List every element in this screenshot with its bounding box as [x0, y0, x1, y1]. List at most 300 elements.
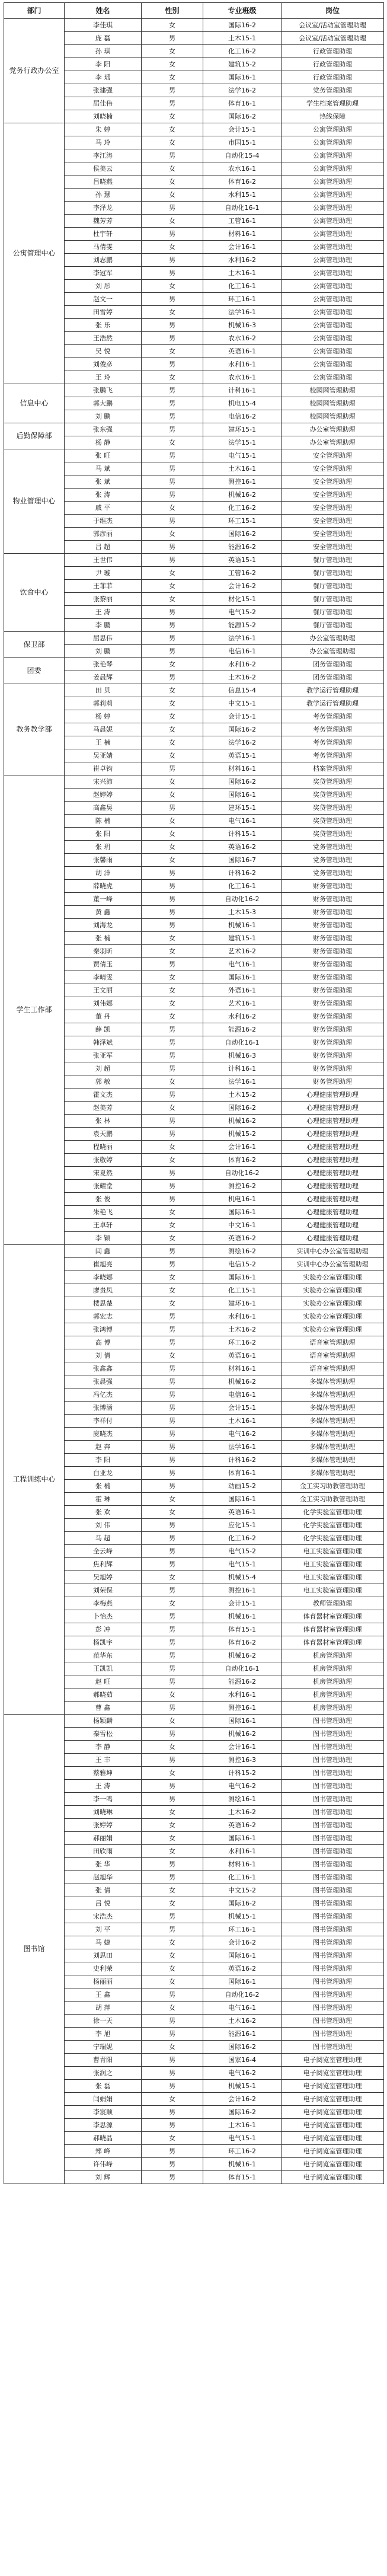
- gender-cell: 女: [142, 749, 203, 762]
- post-cell: 公寓管理助理: [282, 306, 384, 319]
- post-cell: 图书管理助理: [282, 1897, 384, 1910]
- name-cell: 王 丰: [65, 1754, 142, 1767]
- name-cell: 刘 倩: [65, 1349, 142, 1362]
- gender-cell: 女: [142, 1102, 203, 1115]
- gender-cell: 女: [142, 502, 203, 515]
- name-cell: 霍 琳: [65, 1493, 142, 1506]
- post-cell: 党务管理助理: [282, 867, 384, 880]
- gender-cell: 女: [142, 1936, 203, 1949]
- post-cell: 公寓管理助理: [282, 136, 384, 149]
- post-cell: 安全管理助理: [282, 528, 384, 541]
- gender-cell: 男: [142, 254, 203, 267]
- name-cell: 郭彦丽: [65, 528, 142, 541]
- class-cell: 建环15-1: [203, 802, 282, 815]
- class-cell: 会计16-1: [203, 1141, 282, 1154]
- post-cell: 档案管理助理: [282, 762, 384, 775]
- class-cell: 建环15-1: [203, 423, 282, 436]
- class-cell: 计科16-1: [203, 1062, 282, 1075]
- post-cell: 安全管理助理: [282, 489, 384, 502]
- gender-cell: 男: [142, 2145, 203, 2158]
- post-cell: 考务管理助理: [282, 723, 384, 736]
- name-cell: 王 涛: [65, 1780, 142, 1793]
- name-cell: 王浩然: [65, 332, 142, 345]
- name-cell: 胡 洋: [65, 867, 142, 880]
- post-cell: 机房管理助理: [282, 1675, 384, 1688]
- gender-cell: 男: [142, 906, 203, 919]
- class-cell: 土木16-1: [203, 267, 282, 280]
- class-cell: 艺术16-1: [203, 997, 282, 1010]
- name-cell: 侯美云: [65, 162, 142, 175]
- name-cell: 马 斌: [65, 462, 142, 475]
- post-cell: 图书管理助理: [282, 1858, 384, 1871]
- post-cell: 电子阅览室管理助理: [282, 2132, 384, 2145]
- class-cell: 会计16-2: [203, 580, 282, 593]
- post-cell: 图书管理助理: [282, 1819, 384, 1832]
- gender-cell: 男: [142, 1388, 203, 1402]
- gender-cell: 男: [142, 202, 203, 215]
- post-cell: 图书管理助理: [282, 1793, 384, 1806]
- name-cell: 吴 悦: [65, 345, 142, 358]
- post-cell: 电子阅览室管理助理: [282, 2080, 384, 2093]
- gender-cell: 男: [142, 802, 203, 815]
- name-cell: 张 俊: [65, 1193, 142, 1206]
- class-cell: 国际16-2: [203, 775, 282, 789]
- post-cell: 餐厅管理助理: [282, 606, 384, 619]
- post-cell: 图书管理助理: [282, 1936, 384, 1949]
- gender-cell: 男: [142, 423, 203, 436]
- class-cell: 农水16-2: [203, 332, 282, 345]
- post-cell: 电子阅览室管理助理: [282, 2067, 384, 2080]
- name-cell: 赵 奔: [65, 1441, 142, 1454]
- name-cell: 张 斌: [65, 475, 142, 489]
- gender-cell: 男: [142, 1584, 203, 1597]
- name-cell: 曹青阳: [65, 2054, 142, 2067]
- gender-cell: 男: [142, 1336, 203, 1349]
- gender-cell: 男: [142, 2067, 203, 2080]
- name-cell: 崔旭亮: [65, 1258, 142, 1271]
- class-cell: 计科16-2: [203, 1454, 282, 1467]
- post-cell: 会议室/活动室管理助理: [282, 19, 384, 32]
- class-cell: 国际16-2: [203, 1897, 282, 1910]
- department-cell: 图书馆: [4, 1715, 65, 2184]
- post-cell: 心理健康管理助理: [282, 1193, 384, 1206]
- header-cell: 性别: [142, 3, 203, 19]
- name-cell: 张敬婷: [65, 1154, 142, 1167]
- gender-cell: 男: [142, 384, 203, 397]
- gender-cell: 女: [142, 789, 203, 802]
- name-cell: 张 林: [65, 1115, 142, 1128]
- class-cell: 工管16-1: [203, 215, 282, 228]
- header-cell: 姓名: [65, 3, 142, 19]
- gender-cell: 女: [142, 2093, 203, 2106]
- name-cell: 刘 辉: [65, 2171, 142, 2184]
- name-cell: 李 鹏: [65, 619, 142, 632]
- name-cell: 张 倩: [65, 1884, 142, 1897]
- gender-cell: 男: [142, 867, 203, 880]
- class-cell: 能源16-2: [203, 541, 282, 554]
- post-cell: 考务管理助理: [282, 736, 384, 749]
- name-cell: 卜怡杰: [65, 1610, 142, 1623]
- gender-cell: 男: [142, 1428, 203, 1441]
- post-cell: 电子阅览室管理助理: [282, 2106, 384, 2119]
- class-cell: 建筑15-2: [203, 58, 282, 71]
- class-cell: 法学16-1: [203, 1075, 282, 1089]
- gender-cell: 女: [142, 1597, 203, 1610]
- class-cell: 机械15-1: [203, 2080, 282, 2093]
- table-row: [4, 123, 384, 136]
- name-cell: 杜宇轩: [65, 228, 142, 241]
- name-cell: 刘俊彦: [65, 358, 142, 371]
- post-cell: 图书管理助理: [282, 1871, 384, 1884]
- gender-cell: 男: [142, 267, 203, 280]
- post-cell: 图书管理助理: [282, 2015, 384, 2028]
- gender-cell: 女: [142, 710, 203, 723]
- post-cell: 教学运行管理助理: [282, 697, 384, 710]
- post-cell: 心理健康管理助理: [282, 1180, 384, 1193]
- class-cell: 英语16-2: [203, 1962, 282, 1975]
- post-cell: 电子阅览室管理助理: [282, 2158, 384, 2171]
- gender-cell: 男: [142, 1310, 203, 1323]
- gender-cell: 女: [142, 1741, 203, 1754]
- name-cell: 张鑫鑫: [65, 1362, 142, 1375]
- class-cell: 法学16-1: [203, 306, 282, 319]
- gender-cell: 女: [142, 697, 203, 710]
- class-cell: 电气15-2: [203, 606, 282, 619]
- gender-cell: 女: [142, 997, 203, 1010]
- class-cell: 英语15-1: [203, 554, 282, 567]
- class-cell: 环工16-1: [203, 293, 282, 306]
- gender-cell: 女: [142, 1897, 203, 1910]
- class-cell: 法学16-2: [203, 736, 282, 749]
- post-cell: 餐厅管理助理: [282, 554, 384, 567]
- gender-cell: 男: [142, 1467, 203, 1480]
- class-cell: 中文16-1: [203, 1219, 282, 1232]
- gender-cell: 男: [142, 1167, 203, 1180]
- post-cell: 行政管理助理: [282, 58, 384, 71]
- class-cell: 材料16-1: [203, 1858, 282, 1871]
- post-cell: 奖贷管理助理: [282, 802, 384, 815]
- name-cell: 马倩雯: [65, 241, 142, 254]
- post-cell: 餐厅管理助理: [282, 619, 384, 632]
- name-cell: 朱 婷: [65, 123, 142, 136]
- gender-cell: 女: [142, 58, 203, 71]
- class-cell: 土木16-2: [203, 2015, 282, 2028]
- post-cell: 电子阅览室管理助理: [282, 2119, 384, 2132]
- gender-cell: 女: [142, 175, 203, 189]
- name-cell: 李 静: [65, 1741, 142, 1754]
- post-cell: 学生档案管理助理: [282, 97, 384, 110]
- name-cell: 范华东: [65, 1649, 142, 1662]
- name-cell: 庞 磊: [65, 32, 142, 45]
- class-cell: 英语16-2: [203, 1819, 282, 1832]
- name-cell: 王 鑫: [65, 1988, 142, 2002]
- gender-cell: 女: [142, 971, 203, 984]
- class-cell: 计科16-2: [203, 867, 282, 880]
- department-cell: 学生工作部: [4, 775, 65, 1245]
- post-cell: 心理健康管理助理: [282, 1219, 384, 1232]
- gender-cell: 女: [142, 45, 203, 58]
- class-cell: 国际16-2: [203, 19, 282, 32]
- class-cell: 材化15-1: [203, 593, 282, 606]
- class-cell: 国际16-2: [203, 723, 282, 736]
- post-cell: 语音室管理助理: [282, 1349, 384, 1362]
- post-cell: 餐厅管理助理: [282, 593, 384, 606]
- post-cell: 心理健康管理助理: [282, 1089, 384, 1102]
- post-cell: 心理健康管理助理: [282, 1128, 384, 1141]
- gender-cell: 女: [142, 241, 203, 254]
- name-cell: 秦雪松: [65, 1728, 142, 1741]
- post-cell: 安全管理助理: [282, 515, 384, 528]
- class-cell: 材料16-1: [203, 1362, 282, 1375]
- class-cell: 国际16-2: [203, 110, 282, 123]
- name-cell: 薛 凯: [65, 1023, 142, 1036]
- gender-cell: 男: [142, 619, 203, 632]
- class-cell: 体育16-1: [203, 1467, 282, 1480]
- gender-cell: 女: [142, 1075, 203, 1089]
- department-cell: 工程训练中心: [4, 1245, 65, 1715]
- class-cell: 体育16-1: [203, 97, 282, 110]
- name-cell: 刘伟娜: [65, 997, 142, 1010]
- gender-cell: 女: [142, 932, 203, 945]
- gender-cell: 女: [142, 580, 203, 593]
- name-cell: 郭大鹏: [65, 397, 142, 410]
- name-cell: 赵旭华: [65, 1871, 142, 1884]
- gender-cell: 女: [142, 189, 203, 202]
- name-cell: 宁瑞妮: [65, 2041, 142, 2054]
- post-cell: 校园网管理助理: [282, 410, 384, 423]
- post-cell: 图书管理助理: [282, 1949, 384, 1962]
- post-cell: 公寓管理助理: [282, 293, 384, 306]
- name-cell: 刘 平: [65, 1923, 142, 1936]
- post-cell: 金工实习助教管理助理: [282, 1493, 384, 1506]
- class-cell: 电气15-1: [203, 449, 282, 462]
- name-cell: 李 阳: [65, 58, 142, 71]
- gender-cell: 男: [142, 1636, 203, 1649]
- class-cell: 电信16-1: [203, 1388, 282, 1402]
- post-cell: 公寓管理助理: [282, 228, 384, 241]
- gender-cell: 女: [142, 1154, 203, 1167]
- post-cell: 心理健康管理助理: [282, 1167, 384, 1180]
- name-cell: 杨颖麟: [65, 1715, 142, 1728]
- gender-cell: 男: [142, 410, 203, 423]
- gender-cell: 男: [142, 1910, 203, 1923]
- gender-cell: 女: [142, 723, 203, 736]
- name-cell: 李泽龙: [65, 202, 142, 215]
- post-cell: 办公室管理助理: [282, 645, 384, 658]
- name-cell: 李 瑶: [65, 71, 142, 84]
- post-cell: 办公室管理助理: [282, 436, 384, 449]
- class-cell: 英语16-1: [203, 1349, 282, 1362]
- class-cell: 国际16-1: [203, 1715, 282, 1728]
- class-cell: 国际16-1: [203, 71, 282, 84]
- post-cell: 实验办公室管理助理: [282, 1297, 384, 1310]
- name-cell: 姜晨辉: [65, 671, 142, 684]
- gender-cell: 男: [142, 645, 203, 658]
- name-cell: 张耀堂: [65, 1180, 142, 1193]
- name-cell: 刘 超: [65, 1062, 142, 1075]
- gender-cell: 女: [142, 162, 203, 175]
- post-cell: 多媒体管理助理: [282, 1428, 384, 1441]
- name-cell: 徐一天: [65, 2015, 142, 2028]
- post-cell: 化学实验室管理助理: [282, 1532, 384, 1545]
- post-cell: 电工实验室管理助理: [282, 1571, 384, 1584]
- class-cell: 水利16-1: [203, 1688, 282, 1702]
- post-cell: 财务管理助理: [282, 1023, 384, 1036]
- class-cell: 电信16-1: [203, 645, 282, 658]
- gender-cell: 男: [142, 1128, 203, 1141]
- name-cell: 赵 旺: [65, 1675, 142, 1688]
- name-cell: 李晓娜: [65, 1271, 142, 1284]
- header-cell: 部门: [4, 3, 65, 19]
- post-cell: 电工实验室管理助理: [282, 1558, 384, 1571]
- gender-cell: 女: [142, 2002, 203, 2015]
- class-cell: 英语16-2: [203, 841, 282, 854]
- class-cell: 材料16-1: [203, 228, 282, 241]
- post-cell: 机房管理助理: [282, 1702, 384, 1715]
- post-cell: 公寓管理助理: [282, 215, 384, 228]
- gender-cell: 男: [142, 2171, 203, 2184]
- table-row: [4, 423, 384, 436]
- post-cell: 图书管理助理: [282, 1988, 384, 2002]
- table-row: [4, 554, 384, 567]
- class-cell: 会计15-1: [203, 123, 282, 136]
- class-cell: 动画15-2: [203, 1480, 282, 1493]
- name-cell: 霍文杰: [65, 1089, 142, 1102]
- class-cell: 能源15-2: [203, 619, 282, 632]
- class-cell: 自动化16-2: [203, 1988, 282, 2002]
- gender-cell: 男: [142, 2080, 203, 2093]
- gender-cell: 女: [142, 1806, 203, 1819]
- post-cell: 公寓管理助理: [282, 149, 384, 162]
- class-cell: 化工16-1: [203, 880, 282, 893]
- name-cell: 马 玲: [65, 136, 142, 149]
- gender-cell: 女: [142, 945, 203, 958]
- name-cell: 贾倩玉: [65, 958, 142, 971]
- name-cell: 高 博: [65, 1336, 142, 1349]
- post-cell: 图书管理助理: [282, 1806, 384, 1819]
- post-cell: 财务管理助理: [282, 1036, 384, 1049]
- table-row: [4, 658, 384, 671]
- table-row: [4, 19, 384, 32]
- department-cell: 信息中心: [4, 384, 65, 423]
- department-cell: 保卫部: [4, 632, 65, 658]
- gender-cell: 女: [142, 567, 203, 580]
- post-cell: 心理健康管理助理: [282, 1154, 384, 1167]
- class-cell: 中文15-1: [203, 697, 282, 710]
- gender-cell: 男: [142, 1402, 203, 1415]
- gender-cell: 男: [142, 958, 203, 971]
- name-cell: 郝丽娟: [65, 1832, 142, 1845]
- post-cell: 公寓管理助理: [282, 319, 384, 332]
- class-cell: 水利15-1: [203, 189, 282, 202]
- class-cell: 测绘16-2: [203, 1245, 282, 1258]
- name-cell: 刘 鹏: [65, 410, 142, 423]
- post-cell: 公寓管理助理: [282, 162, 384, 175]
- gender-cell: 男: [142, 2054, 203, 2067]
- gender-cell: 男: [142, 149, 203, 162]
- class-cell: 会计16-2: [203, 1936, 282, 1949]
- post-cell: 热线保障: [282, 110, 384, 123]
- gender-cell: 女: [142, 136, 203, 149]
- name-cell: 张 磊: [65, 2080, 142, 2093]
- class-cell: 水利16-1: [203, 1845, 282, 1858]
- post-cell: 实训中心办公室管理助理: [282, 1245, 384, 1258]
- post-cell: 实验办公室管理助理: [282, 1271, 384, 1284]
- post-cell: 财务管理助理: [282, 945, 384, 958]
- gender-cell: 女: [142, 1975, 203, 1988]
- header-row: [4, 3, 384, 19]
- gender-cell: 男: [142, 32, 203, 45]
- gender-cell: 女: [142, 1845, 203, 1858]
- gender-cell: 女: [142, 215, 203, 228]
- department-cell: 物业管理中心: [4, 449, 65, 554]
- name-cell: 李 颖: [65, 1232, 142, 1245]
- class-cell: 国际16-1: [203, 1206, 282, 1219]
- gender-cell: 男: [142, 1245, 203, 1258]
- name-cell: 张鸿博: [65, 1323, 142, 1336]
- class-cell: 自动化16-2: [203, 893, 282, 906]
- gender-cell: 男: [142, 2106, 203, 2119]
- post-cell: 财务管理助理: [282, 1062, 384, 1075]
- class-cell: 土木16-1: [203, 1415, 282, 1428]
- gender-cell: 男: [142, 1375, 203, 1388]
- post-cell: 电子阅览室管理助理: [282, 2171, 384, 2184]
- post-cell: 体育器材室管理助理: [282, 1623, 384, 1636]
- post-cell: 多媒体管理助理: [282, 1454, 384, 1467]
- class-cell: 土木16-2: [203, 1323, 282, 1336]
- class-cell: 法学16-1: [203, 1441, 282, 1454]
- post-cell: 公寓管理助理: [282, 175, 384, 189]
- name-cell: 许伟峰: [65, 2158, 142, 2171]
- name-cell: 马 婕: [65, 1936, 142, 1949]
- gender-cell: 男: [142, 1519, 203, 1532]
- name-cell: 吴亚婧: [65, 749, 142, 762]
- class-cell: 英语16-1: [203, 345, 282, 358]
- class-cell: 国际16-2: [203, 2106, 282, 2119]
- class-cell: 国际16-7: [203, 854, 282, 867]
- name-cell: 刘海龙: [65, 919, 142, 932]
- class-cell: 体育16-2: [203, 175, 282, 189]
- post-cell: 电工实验室管理助理: [282, 1584, 384, 1597]
- post-cell: 公寓管理助理: [282, 280, 384, 293]
- class-cell: 电气16-2: [203, 1780, 282, 1793]
- post-cell: 安全管理助理: [282, 449, 384, 462]
- gender-cell: 男: [142, 762, 203, 775]
- table-row: [4, 449, 384, 462]
- post-cell: 心理健康管理助理: [282, 1141, 384, 1154]
- name-cell: 刘志鹏: [65, 254, 142, 267]
- name-cell: 郝晓晶: [65, 2132, 142, 2145]
- class-cell: 电气15-1: [203, 2132, 282, 2145]
- class-cell: 机械16-3: [203, 319, 282, 332]
- gender-cell: 男: [142, 2015, 203, 2028]
- name-cell: 张东强: [65, 423, 142, 436]
- post-cell: 奖贷管理助理: [282, 828, 384, 841]
- name-cell: 宋夏然: [65, 1167, 142, 1180]
- class-cell: 体育15-1: [203, 1623, 282, 1636]
- class-cell: 机械15-1: [203, 1910, 282, 1923]
- post-cell: 公寓管理助理: [282, 254, 384, 267]
- gender-cell: 女: [142, 1493, 203, 1506]
- post-cell: 图书管理助理: [282, 1715, 384, 1728]
- gender-cell: 女: [142, 1271, 203, 1284]
- class-cell: 土木16-2: [203, 1806, 282, 1819]
- post-cell: 多媒体管理助理: [282, 1467, 384, 1480]
- class-cell: 会计15-1: [203, 1402, 282, 1415]
- post-cell: 财务管理助理: [282, 984, 384, 997]
- name-cell: 董 丹: [65, 1010, 142, 1023]
- name-cell: 王菲菲: [65, 580, 142, 593]
